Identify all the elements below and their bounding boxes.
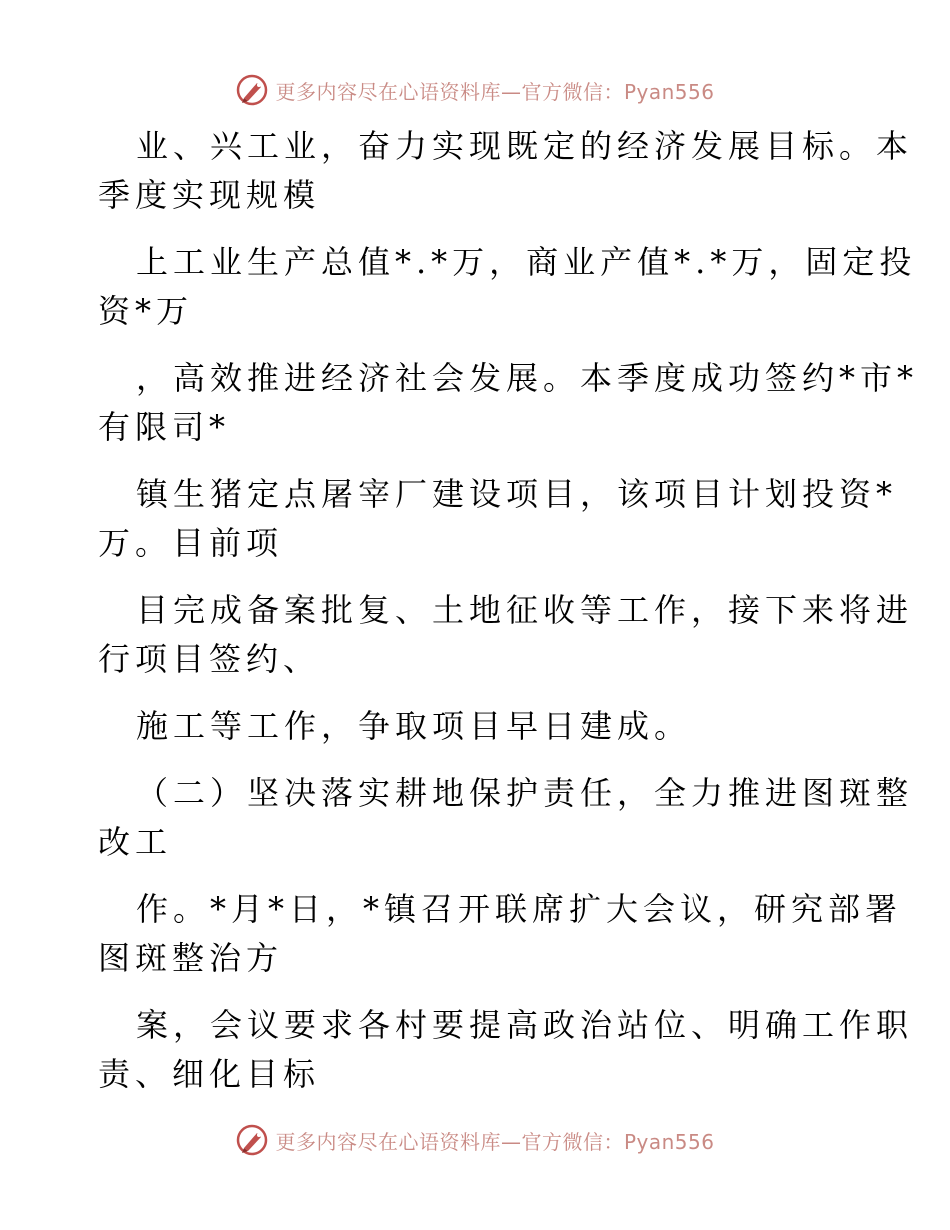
document-body	[98, 122, 919, 1099]
text-line: 图斑整治方	[98, 939, 284, 977]
text-line: 行项目签约、	[98, 640, 321, 678]
text-line: 改工	[98, 823, 173, 861]
paragraph	[98, 702, 858, 751]
text-line: 案，会议要求各村要提高政治站位、明确工作职	[136, 1006, 914, 1044]
paragraph	[98, 885, 903, 983]
text-line: 万。目前项	[98, 524, 284, 562]
text-line: 资*万	[98, 292, 194, 330]
paragraph	[98, 1001, 914, 1099]
paragraph	[98, 238, 917, 336]
pen-logo-icon	[235, 73, 269, 107]
paragraph	[98, 470, 898, 568]
text-line: 业、兴工业，奋力实现既定的经济发展目标。本	[136, 127, 914, 165]
text-line: 施工等工作，争取项目早日建成。	[136, 707, 692, 745]
header-watermark	[0, 70, 950, 110]
footer-watermark	[0, 1120, 950, 1160]
text-line: 季度实现规模	[98, 176, 321, 214]
watermark-text: 更多内容尽在心语资料库—官方微信：Pyan556	[275, 79, 715, 104]
text-line: 上工业生产总值*.*万，商业产值*.*万，固定投	[136, 243, 917, 281]
text-line: 责、细化目标	[98, 1055, 321, 1093]
text-line: （二）坚决落实耕地保护责任，全力推进图斑整	[136, 774, 914, 812]
paragraph	[98, 122, 914, 220]
paragraph	[98, 586, 914, 684]
paragraph	[98, 769, 914, 867]
pen-logo-icon	[235, 1123, 269, 1157]
watermark-text: 更多内容尽在心语资料库—官方微信：Pyan556	[275, 1129, 715, 1154]
text-line: 作。*月*日，*镇召开联席扩大会议，研究部署	[136, 890, 903, 928]
text-line: 镇生猪定点屠宰厂建设项目，该项目计划投资*	[136, 475, 898, 513]
text-line: ，高效推进经济社会发展。本季度成功签约*市*	[136, 359, 919, 397]
text-line: 目完成备案批复、土地征收等工作，接下来将进	[136, 591, 914, 629]
paragraph	[98, 354, 919, 452]
text-line: 有限司*	[98, 408, 231, 446]
